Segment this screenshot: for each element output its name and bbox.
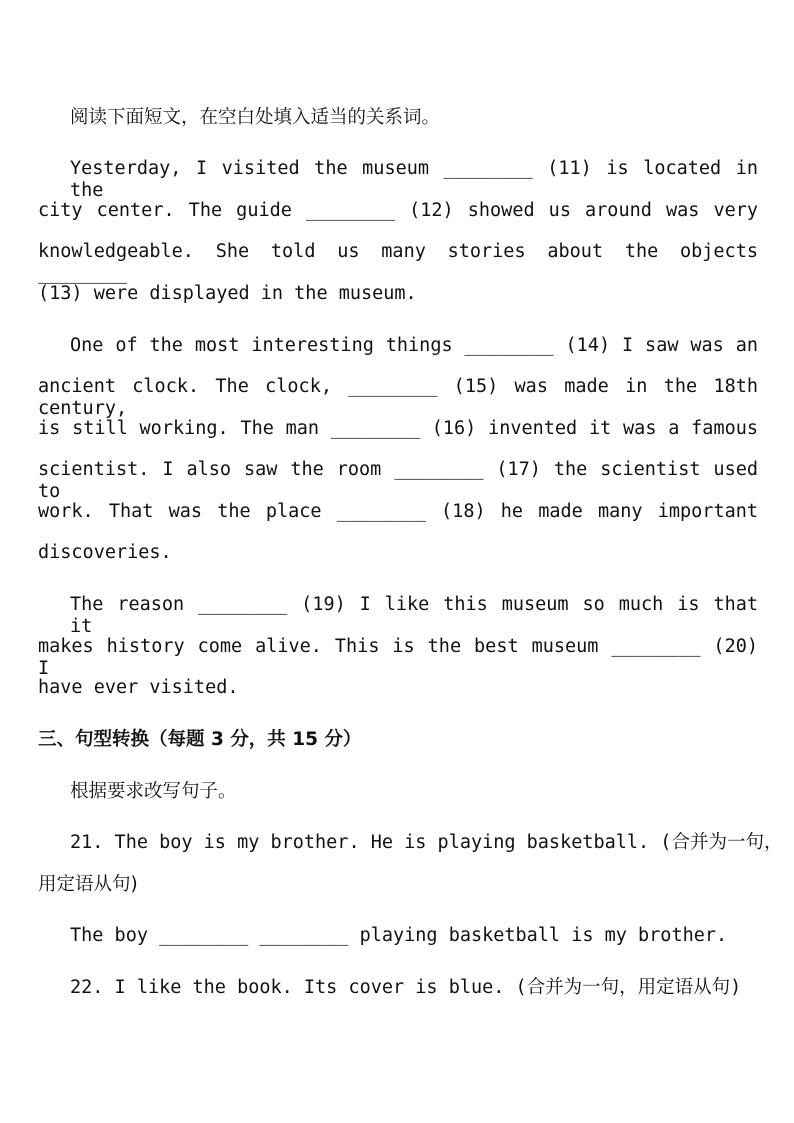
passage-line: One of the most interesting things ________ (14) I saw was an xyxy=(70,335,758,356)
passage-line: Yesterday, I visited the museum ________ (11) is located in the xyxy=(70,158,758,201)
question-21-line: 21. The boy is my brother. He is playing basketball. (合并为一句， xyxy=(70,832,783,853)
passage-line: scientist. I also saw the room ________ (17) the scientist used to xyxy=(38,459,758,502)
passage-line: is still working. The man ________ (16) invented it was a famous xyxy=(38,418,758,439)
passage-line: The reason ________ (19) I like this museum so much is that it xyxy=(70,594,758,637)
question-21-line: 用定语从句) xyxy=(38,874,138,895)
passage-line: (13) were displayed in the museum. xyxy=(38,283,417,304)
passage-line: discoveries. xyxy=(38,542,172,563)
passage-line: city center. The guide ________ (12) showed us around was very xyxy=(38,200,758,221)
passage-line: have ever visited. xyxy=(38,677,239,698)
question-21-answer: The boy ________ ________ playing basketball is my brother. xyxy=(70,925,728,946)
passage-line: makes history come alive. This is the best museum ________ (20) I xyxy=(38,636,758,679)
passage-line: work. That was the place ________ (18) he made many important xyxy=(38,501,758,522)
section-instruction: 根据要求改写句子。 xyxy=(70,781,237,802)
section-heading: 三、句型转换（每题 3 分，共 15 分） xyxy=(38,729,362,750)
passage-line: ancient clock. The clock, ________ (15) was made in the 18th century, xyxy=(38,376,758,419)
question-22-line: 22. I like the book. Its cover is blue. (合并为一句，用定语从句) xyxy=(70,977,742,998)
passage-line: knowledgeable. She told us many stories about the objects ________ xyxy=(38,241,758,284)
reading-instruction: 阅读下面短文，在空白处填入适当的关系词。 xyxy=(70,107,441,128)
